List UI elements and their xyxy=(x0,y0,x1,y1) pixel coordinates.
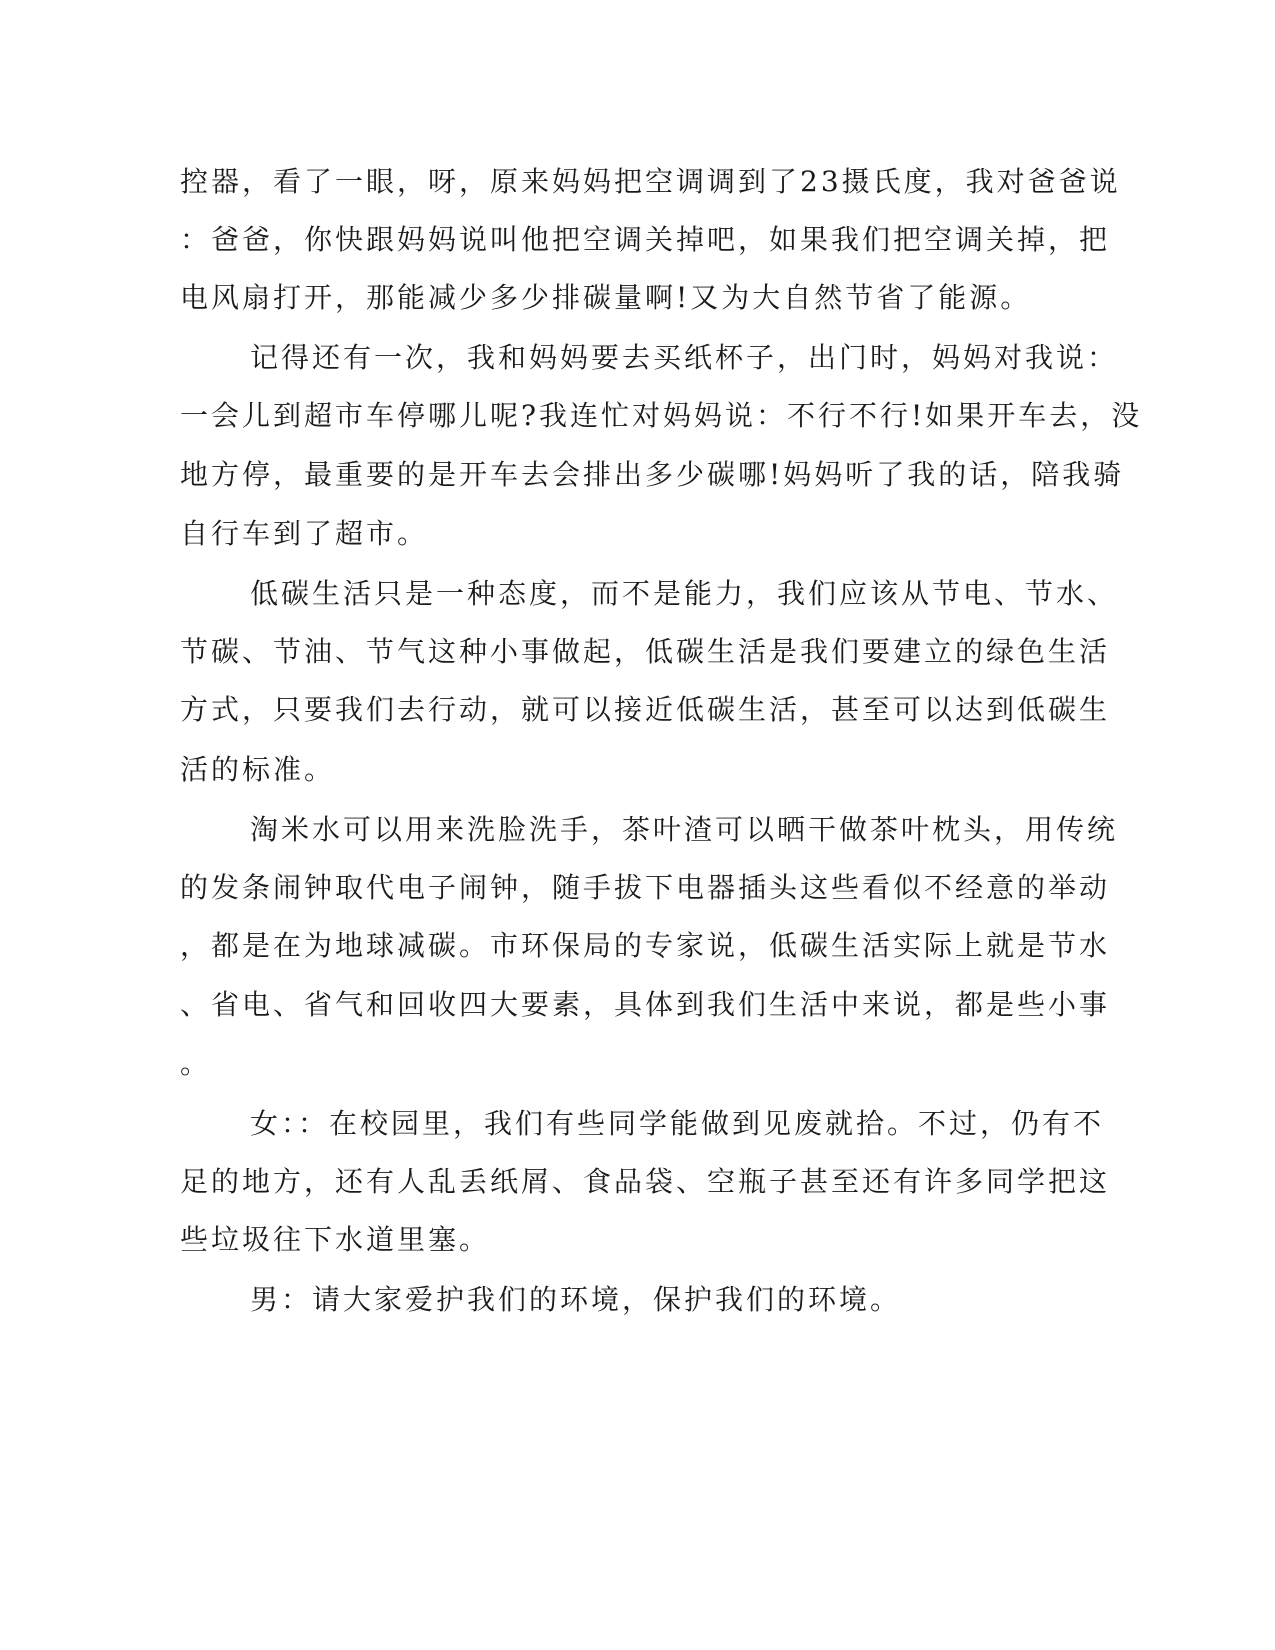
text-line: 足的地方，还有人乱丢纸屑、食品袋、空瓶子甚至还有许多同学把这 xyxy=(180,1165,1111,1198)
text-line: 些垃圾往下水道里塞。 xyxy=(180,1223,491,1256)
text-line: 电风扇打开，那能减少多少排碳量啊!又为大自然节省了能源。 xyxy=(180,281,1032,314)
text-line: 、省电、省气和回收四大要素，具体到我们生活中来说，都是些小事 xyxy=(180,988,1111,1021)
paragraph-first-line: 记得还有一次，我和妈妈要去买纸杯子，出门时，妈妈对我说： xyxy=(250,341,1119,374)
text-line: 控器，看了一眼，呀，原来妈妈把空调调到了23摄氏度，我对爸爸说 xyxy=(180,165,1121,198)
paragraph-first-line: 男：请大家爱护我们的环境，保护我们的环境。 xyxy=(250,1283,902,1316)
text-line: 地方停，最重要的是开车去会排出多少碳哪!妈妈听了我的话，陪我骑 xyxy=(180,458,1125,491)
text-line: 自行车到了超市。 xyxy=(180,517,429,550)
paragraph-first-line: 女：：在校园里，我们有些同学能做到见废就拾。不过，仍有不 xyxy=(250,1107,1105,1140)
text-line: 的发条闹钟取代电子闹钟，随手拔下电器插头这些看似不经意的举动 xyxy=(180,871,1111,904)
paragraph-first-line: 淘米水可以用来洗脸洗手，茶叶渣可以晒干做茶叶枕头，用传统 xyxy=(250,813,1119,846)
text-line: 活的标准。 xyxy=(180,753,336,786)
text-line: 一会儿到超市车停哪儿呢?我连忙对妈妈说：不行不行!如果开车去，没 xyxy=(180,399,1143,432)
text-line: 。 xyxy=(180,1047,212,1080)
text-line: 方式，只要我们去行动，就可以接近低碳生活，甚至可以达到低碳生 xyxy=(180,693,1111,726)
paragraph-first-line: 低碳生活只是一种态度，而不是能力，我们应该从节电、节水、 xyxy=(250,577,1119,610)
text-line: ：爸爸，你快跟妈妈说叫他把空调关掉吧，如果我们把空调关掉，把 xyxy=(180,223,1111,256)
text-line: 节碳、节油、节气这种小事做起，低碳生活是我们要建立的绿色生活 xyxy=(180,635,1111,668)
text-line: ，都是在为地球减碳。市环保局的专家说，低碳生活实际上就是节水 xyxy=(180,929,1111,962)
